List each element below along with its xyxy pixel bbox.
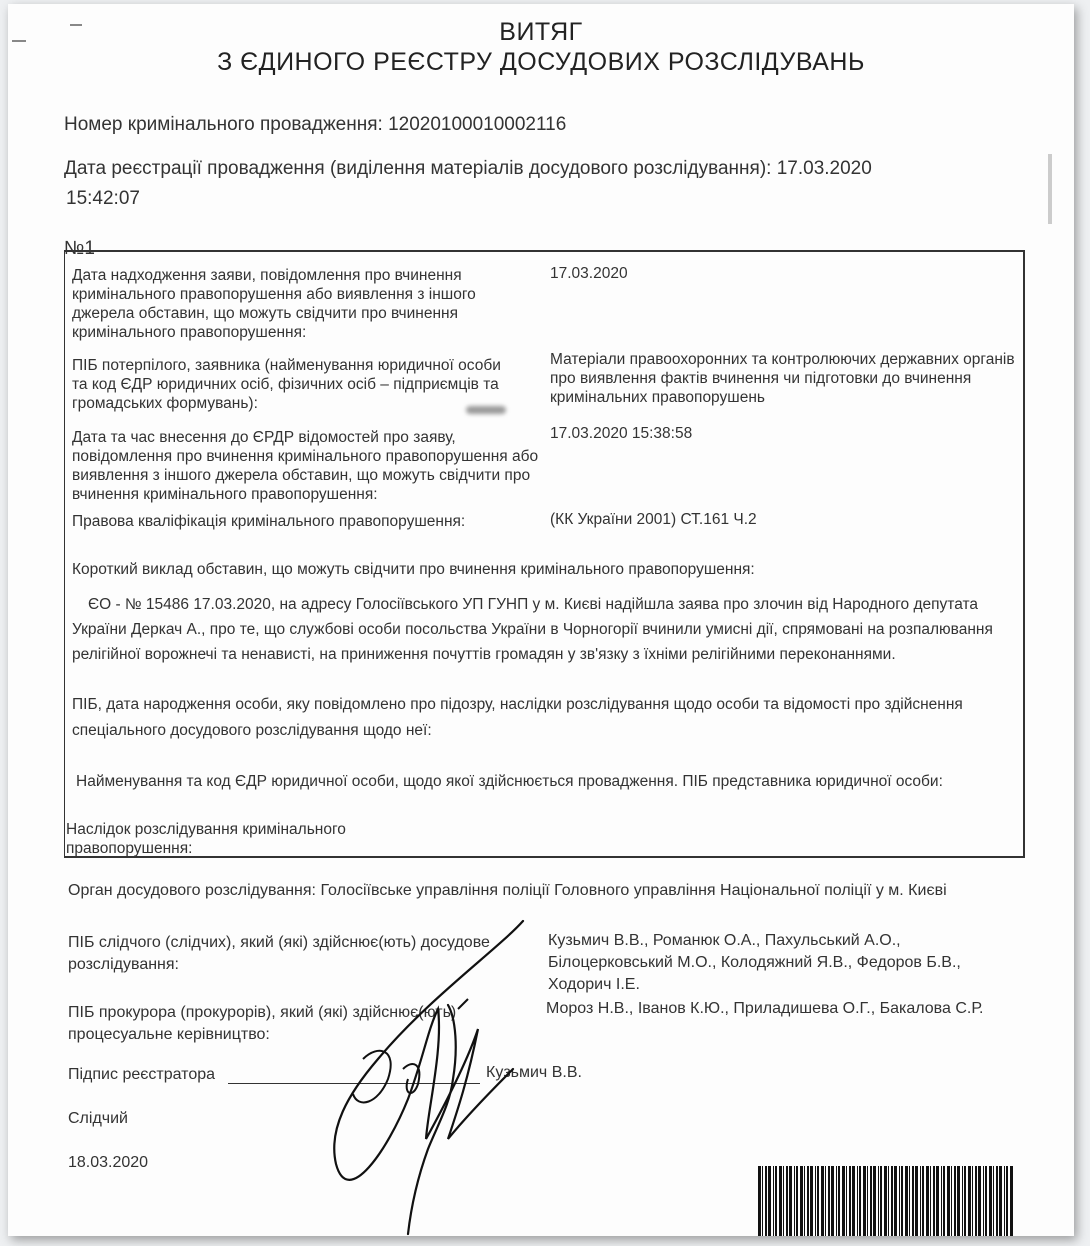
registration-time: 15:42:07 [66, 188, 140, 209]
scan-speck [70, 24, 82, 26]
barcode-bar [985, 1166, 987, 1236]
barcode-bar [796, 1166, 798, 1236]
barcode-bar [964, 1166, 966, 1236]
barcode-bar [922, 1166, 924, 1236]
barcode-bar [825, 1166, 826, 1236]
barcode-bar [1010, 1166, 1013, 1236]
registrar-name: Кузьмич В.В. [486, 1064, 582, 1081]
barcode-bar [888, 1166, 889, 1236]
barcode-bar [768, 1166, 771, 1236]
barcode-bar [941, 1166, 942, 1236]
barcode-bar [828, 1166, 830, 1236]
barcode-bar [838, 1166, 840, 1236]
barcode-bar [909, 1166, 910, 1236]
barcode-bar [957, 1166, 960, 1236]
barcode-bar [821, 1166, 824, 1236]
summary-text: ЄО - № 15486 17.03.2020, на адресу Голосіївського УП ГУНП у м. Києві надійшла заява про злочин від Народного депутата України Деркач А., про те, що службові особи посольства України в Чорногорії вчинили умисні дії, спрямовані на розпалювання релігійної ворожнечі та ненависті, на приниження почуттів громадян у зв'язку з їхніми релігійними переконаннями. [72, 596, 993, 663]
barcode-bar [983, 1166, 984, 1236]
scan-speck [12, 40, 26, 42]
barcode-bar [933, 1166, 935, 1236]
barcode-bar [852, 1166, 855, 1236]
record-number: №1 [64, 238, 95, 259]
barcode-bar [783, 1166, 784, 1236]
barcode-bar [947, 1166, 950, 1236]
barcode-bar [842, 1166, 845, 1236]
barcode-bar [779, 1166, 782, 1236]
barcode-bar [905, 1166, 908, 1236]
redaction-smudge [466, 406, 506, 414]
case-number: Номер кримінального провадження: 12020100010002116 [64, 114, 567, 135]
barcode-bar [999, 1166, 1002, 1236]
barcode-bar [1006, 1166, 1008, 1236]
barcode-bar [993, 1166, 994, 1236]
barcode-bar [912, 1166, 914, 1236]
barcode-bar [859, 1166, 861, 1236]
barcode-bar [989, 1166, 992, 1236]
barcode-bar [901, 1166, 903, 1236]
scan-edge [1048, 154, 1052, 224]
barcode-bar [920, 1166, 921, 1236]
summary-label: Короткий виклад обставин, що можуть свідчити про вчинення кримінального правопорушення: [72, 561, 755, 578]
document-page [8, 4, 1074, 1236]
barcode-bar [794, 1166, 795, 1236]
document-date: 18.03.2020 [68, 1154, 149, 1171]
barcode [756, 1166, 1018, 1236]
barcode-bar [817, 1166, 819, 1236]
barcode-bar [800, 1166, 803, 1236]
barcode-bar [773, 1166, 774, 1236]
suspect-label: ПІБ, дата народження особи, яку повідомлено про підозру, наслідки розслідування щодо особи та відомості про здійснення спеціального досудового розслідування щодо неї: [72, 696, 963, 739]
barcode-bar [857, 1166, 858, 1236]
document-title: ВИТЯГ [499, 18, 583, 46]
barcode-bar [758, 1166, 761, 1236]
barcode-bar [878, 1166, 879, 1236]
legal-entity-label: Найменування та код ЄДР юридичної особи, щодо якої здійснюється провадження. ПІБ представника юридичної особи: [76, 773, 943, 790]
investigation-body: Орган досудового розслідування: Голосіївське управління поліції Головного управління Національної поліції у м. Києві [68, 882, 947, 899]
barcode-bar [891, 1166, 893, 1236]
investigators-label: ПІБ слідчого (слідчих), який (які) здійснює(ють) досудове розслідування: [68, 934, 490, 973]
barcode-bar [863, 1166, 866, 1236]
barcode-bar [954, 1166, 956, 1236]
outcome-label: Наслідок розслідування кримінального правопорушення: [66, 821, 346, 857]
qualification-label: Правова кваліфікація кримінального правопорушення: [72, 513, 466, 530]
barcode-bar [1004, 1166, 1005, 1236]
prosecutors-value: Мороз Н.В., Іванов К.Ю., Приладишева О.Г., Бакалова С.Р. [546, 1000, 984, 1017]
barcode-bar [831, 1166, 834, 1236]
barcode-bar [978, 1166, 981, 1236]
barcode-bar [836, 1166, 837, 1236]
barcode-bar [884, 1166, 887, 1236]
barcode-bar [899, 1166, 900, 1236]
barcode-bar [943, 1166, 945, 1236]
document-subtitle: З ЄДИНОГО РЕЄСТРУ ДОСУДОВИХ РОЗСЛІДУВАНЬ [217, 48, 865, 76]
barcode-bar [915, 1166, 918, 1236]
barcode-bar [846, 1166, 847, 1236]
barcode-bar [775, 1166, 777, 1236]
barcode-bar [951, 1166, 952, 1236]
qualification-value: (КК України 2001) СТ.161 Ч.2 [550, 511, 757, 528]
registration-date: Дата реєстрації провадження (виділення матеріалів досудового розслідування): 17.03.2020 [64, 158, 872, 179]
barcode-bar [870, 1166, 872, 1236]
registrar-label: Підпис реєстратора [68, 1066, 216, 1083]
barcode-bar [962, 1166, 963, 1236]
barcode-bar [807, 1166, 809, 1236]
barcode-bar [972, 1166, 973, 1236]
barcode-bar [762, 1166, 763, 1236]
entered-value: 17.03.2020 15:38:58 [550, 425, 693, 442]
barcode-bar [786, 1166, 788, 1236]
barcode-bar [968, 1166, 971, 1236]
barcode-bar [894, 1166, 897, 1236]
barcode-bar [789, 1166, 792, 1236]
barcode-bar [996, 1166, 998, 1236]
barcode-bar [873, 1166, 876, 1236]
received-value: 17.03.2020 [550, 265, 628, 282]
barcode-bar [880, 1166, 882, 1236]
barcode-bar [867, 1166, 868, 1236]
barcode-bar [936, 1166, 939, 1236]
barcode-bar [930, 1166, 931, 1236]
barcode-bar [765, 1166, 767, 1236]
barcode-bar [975, 1166, 977, 1236]
position-title: Слідчий [68, 1110, 128, 1127]
barcode-bar [804, 1166, 805, 1236]
barcode-bar [849, 1166, 851, 1236]
barcode-bar [926, 1166, 929, 1236]
investigators-value: Кузьмич В.В., Романюк О.А., Пахульський А.О., Білоцерковський М.О., Колодяжний Я.В., Федоров Б.В., Ходорич І.Е. [548, 932, 961, 993]
victim-label: ПІБ потерпілого, заявника (найменування юридичної особи та код ЄДР юридичних осіб, фізичних осіб – підприємців та громадських формувань): [72, 357, 501, 412]
barcode-bar [815, 1166, 816, 1236]
prosecutors-label: ПІБ прокурора (прокурорів), який (які) здійснює(ють) процесуальне керівництво: [68, 1004, 457, 1043]
received-label: Дата надходження заяви, повідомлення про вчинення кримінального правопорушення або виявлення з іншого джерела обставин, що можуть свідчити про вчинення кримінального правопорушення: [72, 267, 476, 341]
barcode-bar [810, 1166, 813, 1236]
signature-line [228, 1083, 480, 1084]
entered-label: Дата та час внесення до ЄРДР відомостей про заяву, повідомлення про вчинення кримінального правопорушення або виявлення з іншого джерела обставин, що можуть свідчити про вчинення кримінального правопорушення: [72, 429, 539, 503]
victim-value: Матеріали правоохоронних та контролюючих державних органів про виявлення фактів вчинення чи підготовки до вчинення кримінальних правопорушень [550, 351, 1015, 406]
